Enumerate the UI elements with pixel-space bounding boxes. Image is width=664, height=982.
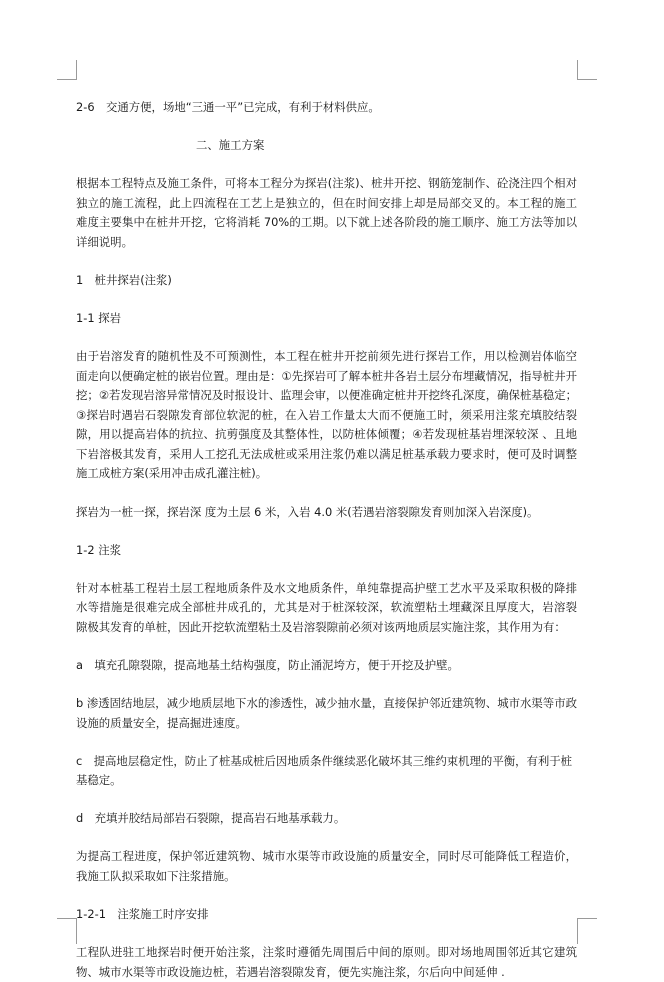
- crop-mark-top-right: [577, 60, 597, 80]
- chapter-heading: 二、施工方案: [196, 138, 265, 152]
- paragraph-measures: 为提高工程进度，保护邻近建筑物、城市水渠等市政设施的质量安全，同时尽可能降低工程造价，我施工队拟采取如下注浆措施。: [76, 849, 577, 883]
- heading-1: 1 桩井探岩(注浆): [76, 273, 172, 287]
- heading-1-1: 1-1 探岩: [76, 311, 122, 325]
- list-item-c: c 提高地层稳定性，防止了桩基成桩后因地质条件继续恶化破坏其三维约束机理的平衡，有利于桩基稳定。: [76, 754, 573, 787]
- paragraph-grouting: 针对本桩基工程岩土层工程地质条件及水文地质条件，单纯靠提高护壁工艺水平及采取积极的降排水等措施是很难完成全部桩井成孔的，尤其是对于桩深较深，软流塑粘土埋藏深且厚度大，岩溶裂隙极其发育的单桩，因此开挖软流塑粘土及岩溶裂隙前必须对该两地质层实施注浆，其作用为有：: [76, 580, 577, 634]
- crop-mark-bottom-left: [57, 918, 77, 944]
- paragraph-overview: 根据本工程特点及施工条件，可将本工程分为探岩(注浆)、桩井开挖、钢筋笼制作、砼浇注四个相对独立的施工流程，此上四流程在工艺上是独立的，但在时间安排上却是局部交叉的。本工程的施工难度主要集中在桩井开挖，它将消耗 70%的工期。以下就上述各阶段的施工顺序、施工方法等加以详细说明。: [76, 176, 577, 249]
- crop-mark-top-left: [57, 60, 77, 80]
- paragraph-sequence: 工程队进驻工地探岩时便开始注浆，注浆时遵循先周围后中间的原则。即对场地周围邻近其它建筑物、城市水渠等市政设施边桩，若遇岩溶裂隙发育，便先实施注浆，尔后向中间延伸 .: [76, 945, 577, 979]
- document-body: [76, 98, 577, 982]
- list-item-d: d 充填并胶结局部岩石裂隙，提高岩石地基承载力。: [76, 811, 346, 825]
- list-item-b: b 渗透固结地层，减少地质层地下水的渗透性，减少抽水量，直接保护邻近建筑物、城市水渠等市政设施的质量安全，提高掘进速度。: [76, 696, 577, 730]
- crop-mark-bottom-right: [577, 918, 597, 944]
- section-2-6-line: 2-6 交通方便，场地“三通一平”已完成，有利于材料供应。: [76, 100, 380, 114]
- paragraph-exploration: 由于岩溶发育的随机性及不可预测性，本工程在桩井开挖前须先进行探岩工作，用以检测岩体临空面走向以便确定桩的嵌岩位置。理由是：①先探岩可了解本桩井各岩土层分布埋藏情况，指导桩井开挖；②若发现岩溶异常情况及时报设计、监理会审，以便准确定桩井开挖终孔深度，确保桩基稳定；③探岩时遇岩石裂隙发育部位软泥的桩，在入岩工作量太大而不便施工时，须采用注浆充填胶结裂隙，用以提高岩体的抗拉、抗剪强度及其整体性，以防桩体倾覆；④若发现桩基岩埋深较深 、且地下岩溶极其发育，采用人工挖孔无法成桩或采用注浆仍难以满足桩基承载力要求时，便可及时调整施工成桩方案(采用冲击成孔灌注桩)。: [76, 349, 577, 480]
- heading-1-2: 1-2 注浆: [76, 542, 122, 557]
- paragraph-depth: 探岩为一桩一探，探岩深 度为土层 6 米，入岩 4.0 米(若遇岩溶裂隙发育则加深入岩深度)。: [76, 504, 539, 519]
- heading-1-2-1: 1-2-1 注浆施工时序安排: [76, 907, 209, 921]
- list-item-a: a 填充孔隙裂隙，提高地基土结构强度，防止涌泥垮方，便于开挖及护壁。: [76, 658, 459, 672]
